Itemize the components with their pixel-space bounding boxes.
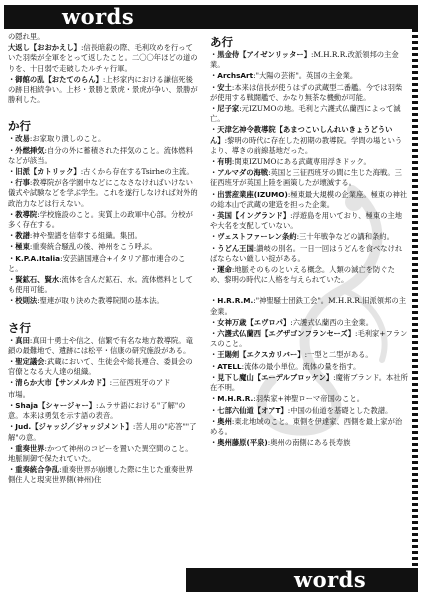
glossary-entry [8, 167, 198, 177]
glossary-entry [210, 438, 408, 448]
entry-term: ・校則法 [8, 296, 38, 306]
entry-body: :一型と二型がある。 [304, 350, 373, 360]
entry-body: :中国の仙道を基礎とした教譜。 [287, 405, 393, 415]
glossary-entry [8, 378, 198, 388]
left-column [8, 32, 198, 566]
entry-body: :羽柴家+神聖ローマ帝国のこと。 [253, 394, 364, 404]
glossary-entry [8, 357, 198, 377]
entry-term: ・尼子家 [210, 104, 240, 114]
entry-term: ・出雲産業座(IZUMO) [210, 189, 288, 199]
edge-decoration [412, 29, 418, 568]
entry-term: ・うどん王国 [210, 243, 254, 253]
entry-term: ・七部六仙道【オアT】 [210, 405, 288, 415]
entry-term: ・奥州 [210, 416, 232, 426]
entry-term: ・女神万歳【エヴロパ】 [210, 317, 291, 327]
glossary-entry [210, 296, 408, 316]
entry-body: :苦人用の"応答""了解"の意。 [8, 422, 197, 442]
entry-body: :三十年戦争などの講和条約。 [296, 232, 394, 242]
entry-term: ・極東 [8, 242, 30, 252]
intro-text: の隠れ里。 [8, 32, 45, 41]
entry-term: ・Jud.【ジャッジ／ジャッジメント】 [8, 422, 133, 432]
glossary-entry [8, 254, 198, 274]
entry-body: :"神聖騒士団鉄工会"。M.H.R.R.旧派領邦の主金業。 [210, 296, 406, 316]
entry-body: :神や聖譜を信奉する組織。集団。 [29, 231, 142, 241]
entry-body: :上杉家内における謙信死後の跡目相続争い。上杉・景勝と景虎・景虎が争い、景勝が勝利した。 [8, 74, 198, 105]
glossary-entry [210, 362, 408, 372]
footer-title: words [294, 567, 367, 592]
glossary-entry [8, 275, 198, 295]
glossary-entry [210, 50, 408, 70]
glossary-entry [210, 417, 408, 437]
entry-body: :"大陽の芸術"。英国の主金業。 [253, 71, 358, 81]
entry-term: 大返し【おおかえし】 [8, 43, 81, 53]
entry-term: ・御館の乱【おたてのらん】 [8, 74, 103, 84]
entry-body: :かつて神州のコピーを置いた異空間のこと。地脈制御で保たれていた。 [8, 443, 193, 463]
glossary-entry [8, 210, 198, 230]
glossary-entry [8, 231, 198, 241]
glossary-entry [8, 178, 198, 209]
glossary-entry [210, 318, 408, 328]
entry-term: ・Shaja【シャージャー】 [8, 400, 97, 410]
glossary-entry [210, 125, 408, 156]
entry-body: :英国と三征西班牙の間に生じた海戦。三征西班牙が英国上陸を画策したが壊滅する。 [210, 168, 402, 188]
entry-term: ・重奏統合争乱 [8, 465, 60, 475]
glossary-entry [210, 71, 408, 81]
entry-body: :武蔵において、生徒会や総長連合、委員会の官僚となる大人達の組織。 [8, 357, 193, 377]
section-heading: か行 [8, 119, 31, 134]
entry-term: ・H.R.R.M. [210, 296, 254, 306]
entry-body: :本来は信長が使うはずの武蔵型二番艦。今では羽柴が使用する戦闘艦で、かなり無茶な機動が可能。 [210, 82, 403, 102]
entry-term: ・王賜剣【エクスカリバー】 [210, 350, 305, 360]
glossary-entry [210, 350, 408, 360]
entry-term: ・天津乞神令教導院【あまつこいしんれいきょうどういん】 [210, 125, 393, 145]
glossary-entry [8, 444, 198, 464]
entry-term: ・旧派【カトリック】 [8, 167, 81, 177]
glossary-entry [210, 232, 408, 242]
entry-term: ・真田 [8, 335, 30, 345]
entry-body: :六護式仏蘭西の主金業。 [290, 317, 373, 327]
entry-body: :極東最大規模の企業座。極東の神社の総本山で武蔵の建造を担った企業。 [210, 189, 408, 209]
entry-term: ・運命 [210, 265, 232, 275]
header-banner [4, 5, 418, 29]
entry-body: :流体の最小単位。流体の量を指す。 [241, 361, 361, 371]
entry-body: :地脈そのものといえる概念。人類の滅亡を防ぐため、黎明の時代に人格を与えられていた。 [210, 265, 395, 285]
entry-body: :M.H.R.R.改派領邦の主金業。 [210, 50, 399, 70]
entry-term: ・ヴェストファーレン条約 [210, 232, 297, 242]
entry-body: :奥州の南側にある長寿族 [267, 438, 351, 448]
entry-body: :お家取り潰しのこと。 [29, 134, 106, 144]
entry-term: ・アルマダの海戦 [210, 168, 269, 178]
entry-term: ・英国【イングランド】 [210, 211, 291, 221]
entry-term: ・聖定議会 [8, 357, 45, 367]
entry-term: ・清らか大市【サンメルカド】 [8, 378, 110, 388]
entry-term: ・教譜 [8, 231, 30, 241]
entry-body: :毛利家+フランスのこと。 [210, 329, 408, 349]
entry-body: :魔術ブランド。本社所在不明。 [210, 372, 408, 393]
section-heading: あ行 [210, 35, 233, 49]
entry-body: :浮遊島を用いており、極東の主地や大名を支配していない。 [210, 211, 403, 231]
entry-body: :黎明の時代に存在した初期の教導院。学問の場というより、導きの前線基地だった。 [210, 135, 403, 155]
glossary-entry [210, 157, 408, 167]
entry-body: :ムラサ語における"了解"の意。本来は勇気を示す語の表音。 [8, 400, 186, 421]
glossary-entry [210, 394, 408, 404]
entry-term: ・行事 [8, 178, 30, 188]
glossary-entry [8, 134, 198, 144]
entry-term: ・賢鉱石、賢水 [8, 275, 60, 285]
entry-body: :古くから存在するTsirheの主流。 [80, 167, 194, 177]
glossary-entry [210, 190, 408, 210]
glossary-entry [8, 401, 198, 421]
right-column [210, 32, 408, 566]
entry-term: ・奥州藤原(平泉) [210, 438, 268, 448]
entry-body: :学校施設のこと。実質上の政軍中心部。分校が多く存在する。 [8, 209, 193, 230]
glossary-entry [210, 211, 408, 231]
glossary-entry [210, 406, 408, 416]
entry-term: ・ArchsArt [210, 71, 254, 81]
glossary-entry [210, 373, 408, 393]
entry-body: :真田十勇士や信之、信繁で有名な地方教導院。竜鎖の最難地で、遺跡には松平・信康の研究施設がある。 [8, 335, 193, 355]
entry-body: :教導院が各学園中などにこなさなければいけない儀式や試験などを学ぶ学生。これを遂行しなければ対外的政治力などは行えない。 [8, 178, 198, 208]
entry-body: :自分の外に蓄積された拝気のこと。流体燃料などが該当。 [8, 145, 193, 165]
entry-term: ・M.H.R.R. [210, 394, 254, 404]
entry-term: ・六護式仏蘭西【エグザゴンフランセーズ】 [210, 329, 355, 339]
entry-body: :讃岐の別名。一日一回はうどんを食べなければならない厳しい掟がある。 [210, 243, 403, 263]
glossary-entry [210, 104, 408, 124]
entry-term: ・教導院 [8, 209, 38, 219]
glossary-entry [8, 422, 198, 442]
entry-term: ・K.P.A.Italia [8, 253, 61, 263]
entry-term: ・見下し魔山【エーデルブロッケン】 [210, 372, 334, 382]
glossary-entry [8, 146, 198, 166]
entry-body: 市場。 [8, 389, 30, 399]
entry-term: ・黒金侍【アイゼンリッター】 [210, 50, 311, 59]
header-title: words [62, 4, 135, 29]
entry-term: ・ATELL [210, 361, 242, 371]
entry-body: :信長暗殺の際、毛利攻めを行っていた羽柴が全軍をとって返したこと。二〇〇年ほどの道のりを、十日弱で走破したルチャ行軍。 [8, 43, 198, 73]
entry-body: :重奏統合騒乱の後、神州をこう呼ぶ。 [29, 242, 157, 252]
entry-body: :三征西班牙のアド [109, 378, 171, 388]
section-heading: さ行 [8, 320, 31, 335]
glossary-entry [210, 168, 408, 188]
glossary-entry [210, 83, 408, 103]
entry-term: ・外燃挿気 [8, 145, 45, 155]
glossary-entry [8, 390, 198, 400]
entry-body: :流体を含んだ鉱石、水。流体燃料としても使用可能。 [8, 275, 193, 295]
footer-banner [186, 568, 418, 592]
entry-term: ・安土 [210, 82, 232, 92]
glossary-entry [8, 296, 198, 306]
glossary-entry [210, 329, 408, 349]
glossary-entry [8, 465, 198, 485]
entry-body: :元IZUMOの地。毛利と六護式仏蘭西によって滅亡。 [210, 104, 401, 124]
entry-term: ・改易 [8, 134, 30, 144]
entry-term: ・有明 [210, 157, 232, 167]
glossary-entry [8, 336, 198, 356]
glossary-entry [8, 43, 198, 74]
entry-body: :関東IZUMOにある武蔵専用浮きドック。 [231, 157, 371, 167]
glossary-entry [8, 242, 198, 252]
glossary-entry [210, 265, 408, 285]
entry-body: :安芸諸国連合+イタリア都市連合のこと。 [8, 253, 186, 273]
glossary-entry [210, 244, 408, 264]
entry-body: :東北地域のこと。東側を伊達家、西側を最上家が治める。 [210, 416, 403, 436]
entry-body: :聖連が取り決めた教導院間の基本法。 [37, 296, 164, 306]
glossary-entry [8, 75, 198, 106]
entry-body: :重奏世界が崩壊した際に生じた重奏世界側住人と現実世界側(神州)住 [8, 465, 193, 485]
entry-term: ・重奏世界 [8, 443, 45, 453]
